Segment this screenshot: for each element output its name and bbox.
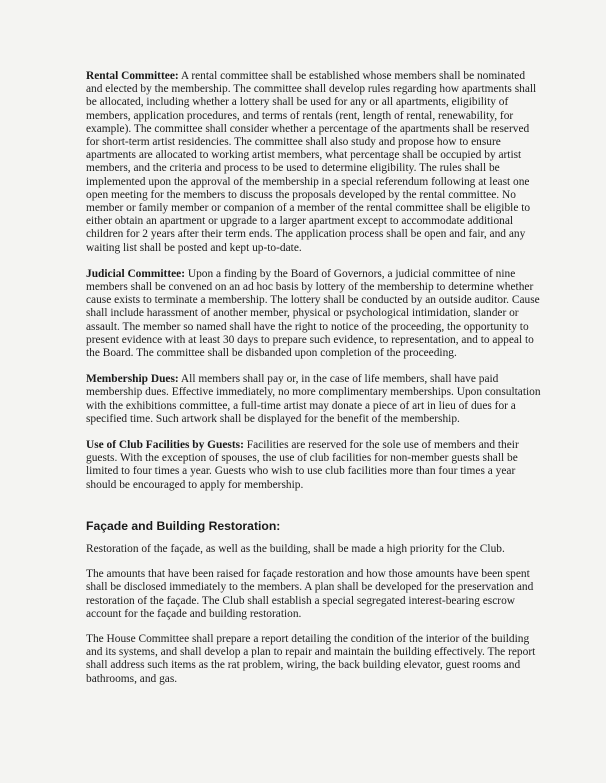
rental-committee-text: A rental committee shall be established whose members shall be nominated and elected by the membership. The committee shall develop rules regarding how apartments shall be allocated, including whether a lottery shall be used for any or all apartments, eligibility of members, application procedures, and terms of rentals (rent, length of rental, renewability, for example). The committee shall consider whether a percentage of the apartments shall be reserved for short-term artist residencies. The committee shall also study and propose how to ensure apartments are allocated to working artist members, what percentage shall be occupied by artist members, and the criteria and process to be used to determine eligibility. The rules shall be implemented upon the approval of the membership in a special referendum following at least one open meeting for the members to discuss the proposals developed by the rental committee. No member or family member or companion of a member of the rental committee shall be eligible to either obtain an apartment or upgrade to a larger apartment except to accommodate additional children for 2 years after their term ends. The application process shall be open and fair, and any waiting list shall be posted and kept up-to-date. [86,70,537,254]
rental-committee-paragraph [86,70,542,255]
judicial-committee-paragraph [86,268,542,360]
membership-dues-paragraph [86,373,542,426]
facade-section-heading: Façade and Building Restoration: [86,518,281,533]
judicial-committee-term: Judicial Committee: [86,267,186,280]
guest-facilities-paragraph [86,439,542,492]
guest-facilities-text: Facilities are reserved for the sole use of members and their guests. With the exception of spouses, the use of club facilities for non-member guests shall be limited to four times a year. Guests who wish to use club facilities more than four times a year should be encouraged to apply for membership. [86,439,519,491]
judicial-committee-text: Upon a finding by the Board of Governors, a judicial committee of nine members shall be convened on an ad hoc basis by lottery of the membership to determine whether cause exists to terminate a membership. The lottery shall be conducted by an outside auditor. Cause shall include harassment of another member, physical or psychological intimidation, slander or assault. The member so named shall have the right to notice of the proceeding, the opportunity to present evidence with at least 30 days to prepare such evidence, to representation, and to appeal to the Board. The committee shall be disbanded upon completion of the proceeding. [86,267,540,360]
membership-dues-term: Membership Dues: [86,373,179,386]
facade-priority-paragraph: Restoration of the façade, as well as the building, shall be made a high priority for the Club. [86,542,505,555]
house-committee-paragraph: The House Committee shall prepare a report detailing the condition of the interior of the building and its systems, and shall develop a plan to repair and maintain the building effectively. The report shall address such items as the rat problem, wiring, the back building elevator, guest rooms and bathrooms, and gas. [86,632,536,685]
membership-dues-text: All members shall pay or, in the case of life members, shall have paid membership dues. Effective immediately, no more complimentary memberships. Upon consultation with the exhibitions committee, a full-time artist may donate a piece of art in lieu of dues for a specified time. Such artwork shall be displayed for the benefit of the membership. [86,373,541,425]
guest-facilities-term: Use of Club Facilities by Guests: [86,439,244,452]
rental-committee-term: Rental Committee: [86,70,179,82]
facade-funds-paragraph: The amounts that have been raised for façade restoration and how those amounts have been spent shall be disclosed immediately to the members. A plan shall be developed for the preservation and restoration of the façade. The Club shall establish a special segregated interest-bearing escrow account for the façade and building restoration. [86,568,534,620]
